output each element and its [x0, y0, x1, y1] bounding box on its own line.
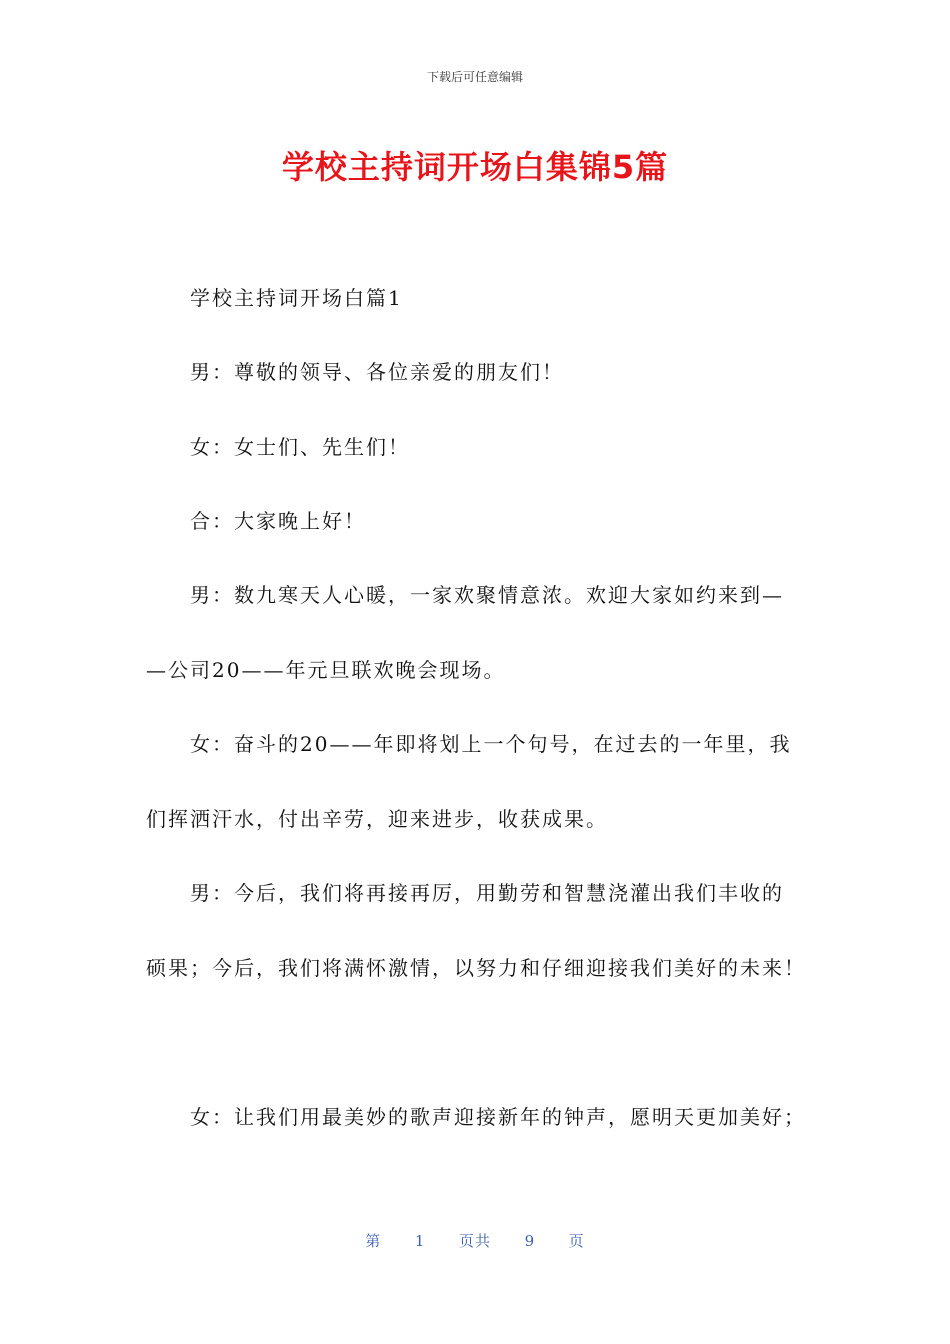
footer-prefix: 第 [365, 1232, 382, 1250]
page-footer [0, 1230, 950, 1251]
section-heading: 学校主持词开场白篇1 [190, 286, 403, 310]
paragraph-line: 男：数九寒天人心暖，一家欢聚情意浓。欢迎大家如约来到— [190, 583, 784, 607]
footer-suffix: 页 [568, 1232, 585, 1250]
paragraph-line: 合：大家晚上好！ [190, 509, 366, 533]
paragraph-line: 硕果；今后，我们将满怀激情，以努力和仔细迎接我们美好的未来！ [146, 956, 806, 980]
paragraph-line: —公司20——年元旦联欢晚会现场。 [146, 658, 506, 682]
paragraph-line: 女：让我们用最美妙的歌声迎接新年的钟声，愿明天更加美好； [190, 1105, 806, 1129]
document-title: 学校主持词开场白集锦5篇 [281, 148, 669, 186]
paragraph-line: 男：尊敬的领导、各位亲爱的朋友们！ [190, 360, 564, 384]
footer-mid: 页共 [458, 1232, 491, 1250]
paragraph-line: 男：今后，我们将再接再厉，用勤劳和智慧浇灌出我们丰收的 [190, 881, 784, 905]
paragraph-line: 女：女士们、先生们！ [190, 435, 410, 459]
paragraph-line: 们挥洒汗水，付出辛劳，迎来进步，收获成果。 [146, 807, 608, 831]
footer-current-page: 1 [414, 1232, 426, 1250]
footer-total-pages: 9 [524, 1232, 536, 1250]
header-note: 下载后可任意编辑 [426, 70, 523, 84]
paragraph-line: 女：奋斗的20——年即将划上一个句号，在过去的一年里，我 [190, 732, 792, 756]
